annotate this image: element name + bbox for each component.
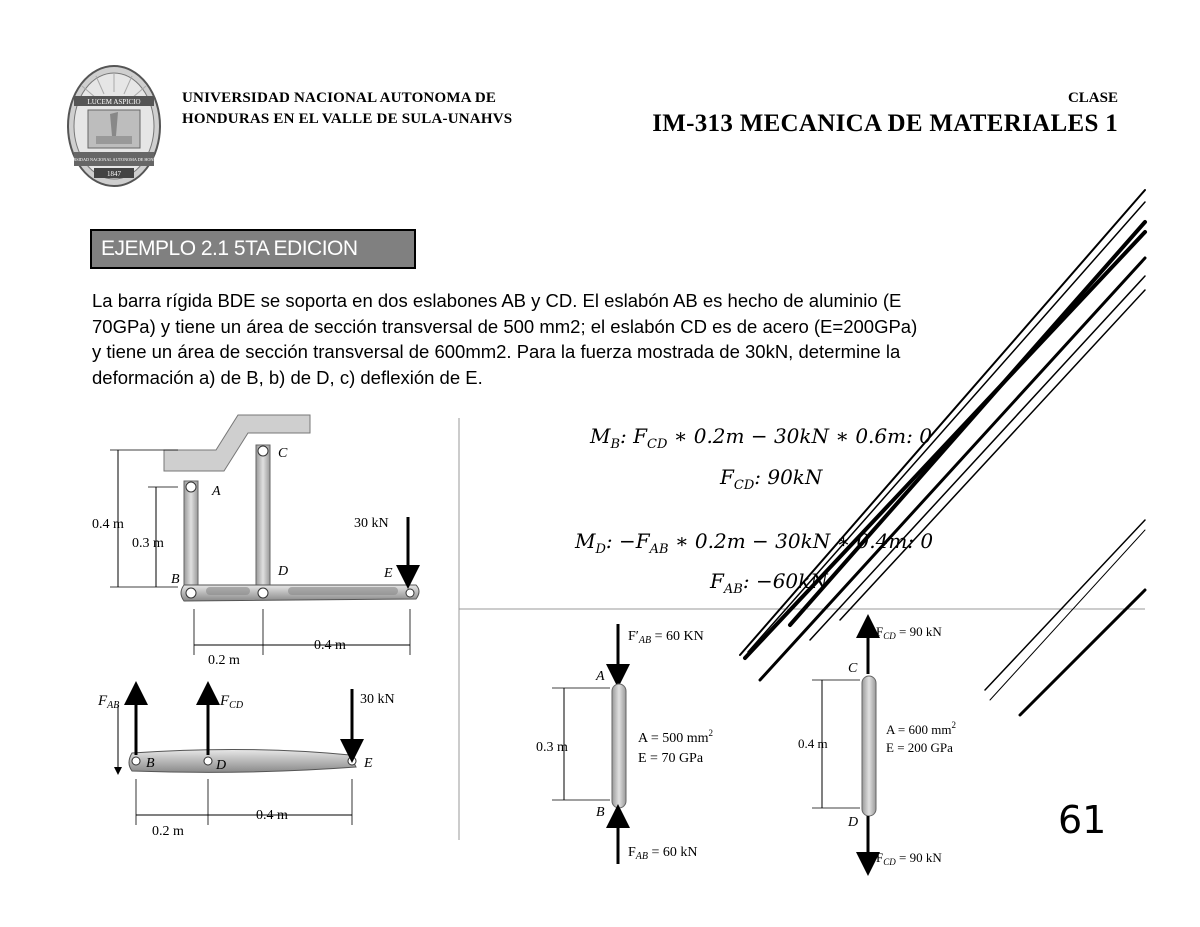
label-c: C [278,446,288,461]
cd-bottom-force-sub: CD [883,857,896,867]
course-title: IM-313 MECANICA DE MATERIALES 1 [652,110,1118,137]
link-ab [184,481,198,591]
equation-fab-result: $F_{AB}$: −60kN [710,569,828,597]
svg-text:A = 500 mm2 [638,728,713,746]
structure-diagram [88,415,428,670]
load-label: 30 kN [354,516,389,531]
svg-text:F′AB = 60 KN [628,629,704,646]
equation-fcd-result: $F_{CD}$: 90kN [720,465,823,493]
class-label: CLASE [1067,90,1118,106]
fbd-fcd-label: F [220,693,230,709]
dim-label-04: 0.4 m [92,517,124,532]
cd-top-force-sub: CD [883,631,896,641]
label-b: B [171,572,180,587]
label-e: E [384,566,393,581]
ab-top-force-sub: AB [638,635,652,646]
ab-label-b: B [596,805,605,820]
cd-area-exp: 2 [951,720,956,730]
member-ab-diagram [530,618,760,868]
ab-top-force-val: = 60 KN [651,629,704,644]
pin-e [406,589,414,597]
ab-top-force: F′ [628,629,639,644]
page-number: 61 [1058,798,1107,842]
pin-a [186,482,196,492]
pin-c [258,446,268,456]
svg-text:FCD = 90 kN [876,850,942,867]
fbd-dim-02: 0.2 m [152,824,184,839]
fbd-fcd-sub: CD [229,700,244,711]
fbd-dim-04: 0.4 m [256,808,288,823]
member-cd-diagram [790,618,1020,868]
ab-bottom-force: F [628,845,636,860]
cd-length: 0.4 m [798,736,828,751]
problem-line: y tiene un área de sección transversal de 600mm2. Para la fuerza mostrada de 30kN, determine la [92,341,901,362]
example-label: EJEMPLO 2.1 5TA EDICION [90,229,416,269]
fbd-bar [129,749,356,772]
problem-line: 70GPa) y tiene un área de sección transversal de 500 mm2; el eslabón CD es de acero (E=200GPa) [92,315,918,337]
ab-label-a: A [596,669,605,684]
cd-area: A = 600 mm [886,722,952,737]
fbd-label-b: B [146,756,155,771]
ab-modulus: E = 70 GPa [638,751,704,766]
cd-bottom-force-val: = 90 kN [895,850,942,865]
cd-label-d: D [848,815,859,830]
fbd-load-label: 30 kN [360,692,395,707]
equation-moment-b: $M_B$: $F_{CD}$ ∗ 0.2m − 30kN ∗ 0.6m: 0 [590,424,932,452]
seal-year: 1847 [107,170,121,178]
cd-top-force-val: = 90 kN [895,624,942,639]
member-ab-body [612,684,626,808]
dim-label-bottom-04: 0.4 m [314,638,346,653]
seal-motto: LUCEM ASPICIO [87,98,141,106]
problem-line: La barra rígida BDE se soporta en dos eslabones AB y CD. El eslabón AB es hecho de aluminio (E [92,290,902,311]
fbd-fab-label: F [98,693,108,709]
ab-bottom-force-val: = 60 kN [648,845,698,860]
member-cd-body [862,676,876,816]
fbd-fab-sub: AB [107,700,120,711]
fbd-label-d: D [216,758,227,773]
dim-label-bottom-02: 0.2 m [208,653,240,668]
fixed-support [164,415,310,471]
svg-text:FCD [219,693,244,711]
equation-moment-d: $M_D$: $-F_{AB}$ ∗ 0.2m − 30kN ∗ 0.4m: 0 [575,529,934,557]
svg-text:FCD = 90 kN [876,624,942,641]
cd-top-force: F [876,624,884,639]
svg-text:FAB = 60 kN [628,845,698,862]
link-cd [256,445,270,591]
cd-label-c: C [848,661,858,676]
cd-bottom-force: F [876,850,884,865]
svg-text:A = 600 mm2 [886,720,956,737]
ab-bottom-force-sub: AB [635,851,649,862]
fbd-label-e: E [364,756,373,771]
ab-length: 0.3 m [536,740,568,755]
ab-area-exp: 2 [708,728,714,738]
cd-modulus: E = 200 GPa [886,740,953,755]
svg-text:FAB [97,693,119,711]
pin-b [186,588,196,598]
free-body-diagram [88,675,428,845]
dim-label-03: 0.3 m [132,536,164,551]
problem-line: deformación a) de B, b) de D, c) deflexión de E. [92,366,483,388]
pin-d [258,588,268,598]
seal-subtext: UNIVERSIDAD NACIONAL AUTONOMA DE HONDURAS [60,157,168,162]
label-a: A [212,484,221,499]
ab-area: A = 500 mm [638,731,709,746]
university-name-line1: UNIVERSIDAD NACIONAL AUTONOMA DE [182,90,497,106]
label-d: D [278,564,289,579]
university-name-line2: HONDURAS EN EL VALLE DE SULA-UNAHVS [182,111,513,127]
